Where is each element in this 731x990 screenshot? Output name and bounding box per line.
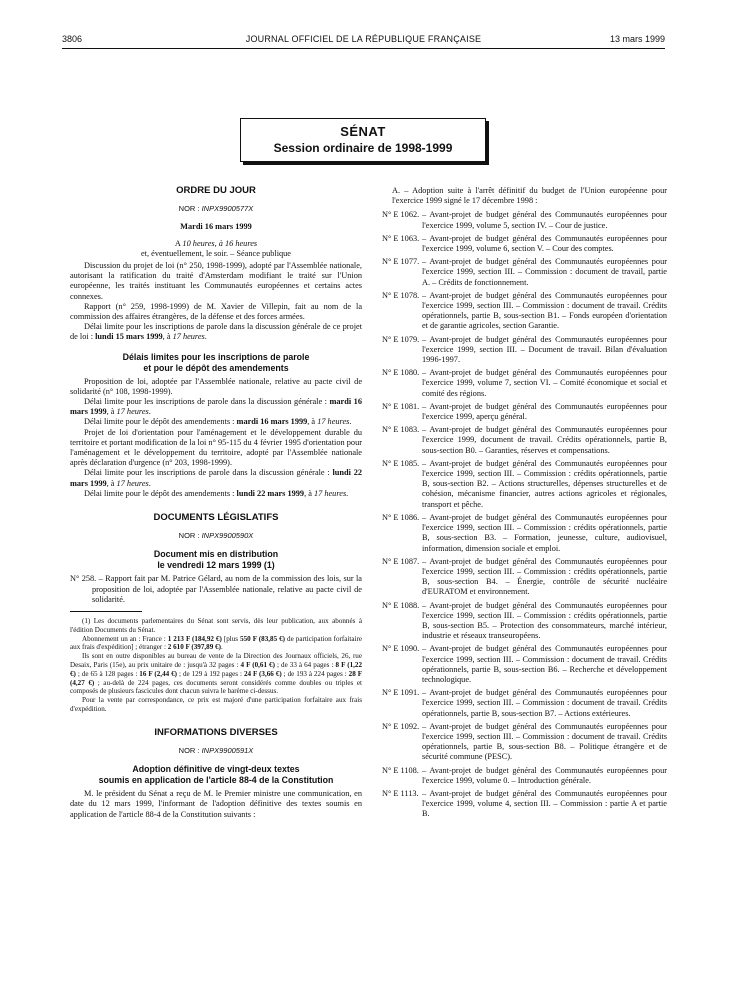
entry-text: – Avant-projet de budget général des Communautés européennes pour l'exercice 1999, volume 6, section V. – Cour des comptes. <box>422 233 667 254</box>
entry-item <box>382 789 667 820</box>
footnote-rule <box>70 611 142 612</box>
agenda-paragraph: Rapport (n° 259, 1998-1999) de M. Xavier de Villepin, fait au nom de la commission des affaires étrangères, de la défense et des forces armées. <box>70 301 362 322</box>
journal-title: JOURNAL OFFICIEL DE LA RÉPUBLIQUE FRANÇAISE <box>245 34 482 44</box>
entry-item <box>382 335 667 366</box>
entry-text: – Avant-projet de budget général des Communautés européennes pour l'exercice 1999, volume 0. – Introduction générale. <box>422 765 667 785</box>
delais-paragraph: Délai limite pour les inscriptions de parole dans la discussion générale : lundi 22 mars 1999, à 17 heures. <box>70 468 362 488</box>
entry-item <box>382 644 667 685</box>
entry-text: – Avant-projet de budget général des Communautés européennes pour l'exercice 1999, volume 4, section III. – Commission : partie A et partie B. <box>422 788 667 819</box>
documents-subtitle: Document mis en distribution <box>153 549 279 560</box>
delais-paragraph: Délai limite pour le dépôt des amendements : mardi 16 mars 1999, à 17 heures. <box>84 417 352 427</box>
entry-number: N° E 1078. <box>382 290 420 300</box>
footnote-paragraph: Ils sont en outre disponibles au bureau de vente de la Direction des Journaux officiels, 26, rue Desaix, Paris (15e), au prix unitaire de : jusqu'à 32 pages : 4 F (0,61 €) ; de 33 à 64 pages : 8 F (1,22 €) ; de 65 à 128 pages : 16 F (2,44 €) ; de 129 à 192 pages : 24 F (3,66 €) ; de 193 à 224 pages : 28 F (4,27 €) ; au-delà de 224 pages, ces documents seront considérés comme doubles ou triples et composés de plusieurs fascicules dont chacun suivra le barème ci-dessus. <box>70 652 363 696</box>
entry-text: – Avant-projet de budget général des Communautés européennes pour l'exercice 1999, section III. – Commission : document de travail. Crédits opérationnels, partie B, sous-section B8. – Politique étrangère et de sécurité commune (PESC). <box>422 721 667 762</box>
entry-text: – Avant-projet de budget général des Communautés européennes pour l'exercice 1999, volume 7, section VI. – Comité économique et social et comité des régions. <box>422 368 667 398</box>
document-entry: N° 258. – Rapport fait par M. Patrice Gélard, au nom de la commission des lois, sur la proposition de loi, adoptée par l'Assemblée nationale, relative au pacte civil de solidarité. <box>70 574 362 604</box>
delais-paragraph: Proposition de loi, adoptée par l'Assemblée nationale, relative au pacte civil de solidarité (n° 108, 1998-1999). <box>70 376 362 396</box>
entry-number: N° E 1113. <box>382 788 419 798</box>
header-rule <box>62 48 665 49</box>
entry-item <box>382 459 667 510</box>
entry-number: N° E 1079. <box>382 334 420 344</box>
footnote <box>70 617 362 714</box>
entry-text: – Avant-projet de budget général des Communautés européennes pour l'exercice 1999, volume 5, section IV. – Cour de justice. <box>422 210 667 230</box>
entry-item <box>382 425 667 456</box>
entry-text: – Avant-projet de budget général des Communautés européennes pour l'exercice 1999, aperçu général. <box>422 401 667 422</box>
informations-paragraph: M. le président du Sénat a reçu de M. le Premier ministre une communication, en date du 12 mars 1999, l'informant de l'adoption définitive des textes soumis en application de l'article 88-4 de la Constitution suivants : <box>70 789 362 819</box>
entry-text: – Avant-projet de budget général des Communautés européennes pour l'exercice 1999, section III. – Commission : crédits opérationnels, partie B, sous-section B2. – Actions structurelles, dépenses structurelles et de cohésion, mécanisme financier, autres actions agricoles et régionales, transport et pêche. <box>422 458 667 509</box>
issue-date: 13 mars 1999 <box>609 34 665 44</box>
entry-item <box>382 210 667 230</box>
entry-text: – Avant-projet de budget général des Communautés européennes pour l'exercice 1999, section III. – Commission : crédits opérationnels, partie B, sous-section B4. – Énergie, contrôle de sécurité nucléaire d'EURATOM et environnement. <box>422 556 667 597</box>
senat-title: SÉNAT <box>340 124 386 139</box>
agenda-paragraph: Délai limite pour les inscriptions de parole dans la discussion générale de ce projet de loi : lundi 15 mars 1999, à 17 heures. <box>70 322 362 342</box>
entry-item <box>382 402 667 422</box>
entry-item <box>382 291 667 332</box>
informations-diverses-title: INFORMATIONS DIVERSES <box>154 726 278 738</box>
agenda-paragraph: Discussion du projet de loi (n° 250, 1998-1999), adopté par l'Assemblée nationale, autorisant la ratification du traité d'Amsterdam modifiant le traité sur l'Union européenne, les traités instituant les Communautés européennes et certains actes connexes. <box>70 261 362 301</box>
entry-item <box>382 234 667 254</box>
documents-legislatifs-title: DOCUMENTS LÉGISLATIFS <box>153 512 279 524</box>
footnote-paragraph: Pour la vente par correspondance, ce prix est majoré d'une participation forfaitaire aux frais d'expédition. <box>70 696 362 714</box>
entry-number: N° E 1081. <box>382 401 420 411</box>
footnote-paragraph: (1) Les documents parlementaires du Sénat sont servis, dès leur publication, aux abonnés à l'édition Documents du Sénat. <box>70 617 362 634</box>
entry-item <box>382 601 667 642</box>
informations-subtitle-line2: soumis en application de l'article 88-4 de la Constitution <box>98 775 334 786</box>
entry-item <box>382 766 667 786</box>
session-day: Mardi 16 mars 1999 <box>180 222 252 232</box>
senat-title-box <box>240 118 486 162</box>
entry-text: – Avant-projet de budget général des Communautés européennes pour l'exercice 1999, section III. – Commission : document de travail. Crédits opérationnels, partie B, sous-section B6. – Recherche et développement technologique. <box>422 644 667 684</box>
left-column <box>70 186 362 820</box>
delais-paragraph: Projet de loi d'orientation pour l'aménagement et le développement durable du territoire et portant modification de la loi n° 95-115 du 4 février 1995 d'orientation pour l'aménagement et le développement du territoire, adopté par l'Assemblée nationale après déclaration d'urgence (n° 203, 1998-1999). <box>70 427 362 468</box>
entry-list <box>382 210 667 819</box>
entry-item <box>382 688 667 719</box>
entry-item <box>382 557 667 598</box>
entry-text: – Avant-projet de budget général des Communautés européennes pour l'exercice 1999, section III. – Commission : crédits opérationnels, partie B, sous-section B5. – Protection des consommateurs, marché intérieur, industrie et réseaux transeuropéens. <box>422 600 667 641</box>
nor-reference: NOR : INPX9900577X <box>178 204 254 214</box>
session-time: A 10 heures, à 16 heures <box>174 238 258 248</box>
entry-item <box>382 722 667 763</box>
footnote-paragraph: Abonnement un an : France : 1 213 F (184,92 €) [plus 550 F (83,85 €) de participation forfaitaire aux frais d'expédition] ; étranger : 2 610 F (397,89 €). <box>70 634 362 652</box>
entry-number: N° E 1088. <box>382 600 420 610</box>
delais-paragraph: Délai limite pour le dépôt des amendements : lundi 22 mars 1999, à 17 heures. <box>84 488 349 498</box>
nor-reference: NOR : INPX9900591X <box>178 746 254 756</box>
right-column <box>382 186 667 823</box>
documents-subtitle-line2: le vendredi 12 mars 1999 (1) <box>157 560 275 571</box>
entry-number: N° E 1090. <box>382 644 420 654</box>
entry-number: N° E 1085. <box>382 458 420 468</box>
entry-text: – Avant-projet de budget général des Communautés européennes pour l'exercice 1999, section III. – Document de travail. Bilan d'évaluation 1996-1997. <box>422 334 667 365</box>
entry-item <box>382 257 667 288</box>
page-number: 3806 <box>62 34 83 44</box>
nor-reference: NOR : INPX9900590X <box>178 531 254 541</box>
entry-number: N° E 1080. <box>382 368 420 378</box>
page-header <box>62 34 665 48</box>
entry-number: N° E 1077. <box>382 257 420 267</box>
delais-paragraph: Délai limite pour les inscriptions de parole dans la discussion générale : mardi 16 mars 1999, à 17 heures. <box>70 397 362 417</box>
informations-subtitle: Adoption définitive de vingt-deux textes <box>132 764 300 775</box>
entry-number: N° E 1087. <box>382 556 420 566</box>
entry-item <box>382 513 667 554</box>
entry-text: – Avant-projet de budget général des Communautés européennes pour l'exercice 1999, section III. – Commission : document de travail. Crédits opérationnels, partie B, sous-section B7. – Actions extérieures. <box>422 688 667 718</box>
entry-number: N° E 1092. <box>382 721 420 731</box>
entry-item <box>382 368 667 399</box>
entry-number: N° E 1091. <box>382 688 420 698</box>
entry-number: N° E 1062. <box>382 210 420 220</box>
entry-text: – Avant-projet de budget général des Communautés européennes pour l'exercice 1999, section III. – Commission : document de travail. Crédits opérationnels, partie B, sous-section B1. – Fonds européen d'orientation et de garantie agricoles, section Garantie. <box>422 290 667 331</box>
adoption-intro: A. – Adoption suite à l'arrêt définitif du budget de l'Union européenne pour l'exercice 1999 signé le 17 décembre 1998 : <box>392 186 667 206</box>
ordre-du-jour-title: ORDRE DU JOUR <box>176 185 256 196</box>
session-time-note: et, éventuellement, le soir. – Séance publique <box>141 248 291 258</box>
session-title: Session ordinaire de 1998-1999 <box>273 141 453 155</box>
entry-text: – Avant-projet de budget général des Communautés européennes pour l'exercice 1999, section III. – Commission : document de travail, partie A. – Crédits de fonctionnement. <box>422 257 667 287</box>
entry-text: – Avant-projet de budget général des Communautés européennes pour l'exercice 1999, section III. – Commission : crédits opérationnels, partie B, sous-section B3. – Formation, jeunesse, culture, audiovisuel, information, dimension sociale et emploi. <box>422 512 667 553</box>
entry-text: – Avant-projet de budget général des Communautés européennes pour l'exercice 1999, document de travail. Crédits opérationnels, partie B, sous-section B0. – Garanties, réserves et compensations. <box>422 425 667 455</box>
delais-title: Délais limites pour les inscriptions de parole <box>122 351 310 362</box>
entry-number: N° E 1083. <box>382 425 420 435</box>
entry-number: N° E 1086. <box>382 512 420 522</box>
delais-title-line2: et pour le dépôt des amendements <box>143 362 289 373</box>
entry-number: N° E 1063. <box>382 233 420 243</box>
entry-number: N° E 1108. <box>382 765 419 775</box>
